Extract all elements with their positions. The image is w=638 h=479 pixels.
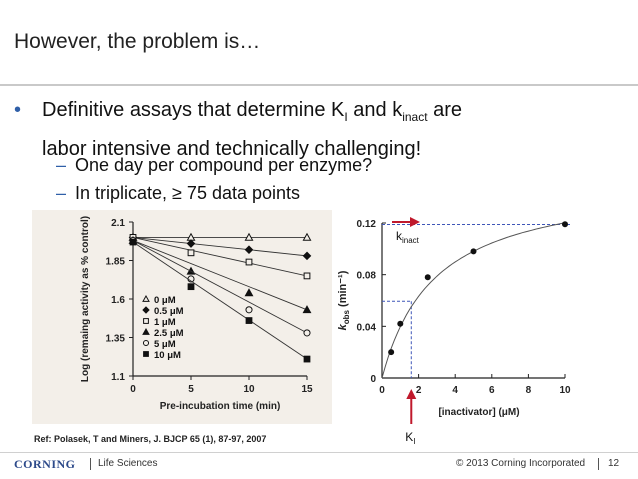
x-tick-label: 2 xyxy=(415,385,422,396)
legend-label: 1 μM xyxy=(154,317,176,328)
data-point xyxy=(397,321,403,327)
legend-label: 10 μM xyxy=(154,350,181,361)
x-axis-title: Pre-incubation time (min) xyxy=(159,401,281,412)
legend-label: 0 μM xyxy=(154,295,176,306)
corning-logo: CORNING xyxy=(14,457,76,471)
legend-marker xyxy=(143,307,149,313)
data-point xyxy=(188,284,194,290)
kinact-label-sub: inact xyxy=(402,236,419,245)
bullet-kinact-subscript: inact xyxy=(402,110,428,124)
legend-marker xyxy=(144,319,149,324)
x-tick-label: 0 xyxy=(130,384,136,395)
legend-marker xyxy=(143,296,149,301)
footer-copyright: © 2013 Corning Incorporated xyxy=(456,458,586,469)
x-tick-label: 8 xyxy=(525,385,532,396)
legend-label: 2.5 μM xyxy=(154,328,184,339)
kinact-label-k: k xyxy=(396,229,402,243)
data-point xyxy=(188,250,194,256)
x-tick-label: 10 xyxy=(243,384,255,395)
legend-marker xyxy=(143,329,149,334)
x-tick-label: 4 xyxy=(452,385,458,396)
data-point xyxy=(130,239,136,245)
legend-marker xyxy=(143,340,148,345)
y-axis-title xyxy=(337,270,351,330)
legend-label: 0.5 μM xyxy=(154,306,184,317)
footer-separator xyxy=(90,458,91,470)
legend-label: 5 μM xyxy=(154,339,176,350)
data-point xyxy=(245,246,252,253)
data-point xyxy=(246,307,252,313)
kinact-label xyxy=(396,229,420,245)
x-tick-label: 10 xyxy=(559,385,571,396)
series-fit-line xyxy=(133,237,307,276)
y-tick-label: 2.1 xyxy=(111,218,125,229)
data-point xyxy=(471,248,477,254)
inactivation-time-course-chart xyxy=(80,216,313,412)
y-tick-label: 0.04 xyxy=(356,322,376,334)
bullet-marker: • xyxy=(14,99,22,121)
data-point xyxy=(425,274,431,280)
y-tick-label: 1.6 xyxy=(111,295,125,306)
y-axis-title-unit: (min⁻¹) xyxy=(337,270,349,311)
subbullet-1-text: One day per compound per enzyme? xyxy=(75,155,373,175)
y-tick-label: 0.08 xyxy=(356,270,376,282)
y-axis-title: Log (remaing activity as % control) xyxy=(80,215,91,383)
y-axis-title-k: k xyxy=(337,324,349,331)
reference-text: Ref: Polasek, T and Miners, J. BJCP 65 (1), 87-97, 2007 xyxy=(34,434,267,444)
data-point xyxy=(304,273,310,279)
y-tick-label: 0 xyxy=(370,374,376,385)
data-point xyxy=(304,330,310,336)
ki-label-sub: I xyxy=(413,437,416,446)
footer-divider xyxy=(0,452,638,453)
footer-separator xyxy=(598,458,599,470)
y-tick-label: 0.12 xyxy=(356,219,376,230)
subbullet-2-text: In triplicate, ≥ 75 data points xyxy=(75,183,301,203)
page-number: 12 xyxy=(608,458,620,469)
bullet-text-part2: and k xyxy=(347,99,403,121)
x-tick-label: 5 xyxy=(188,384,194,395)
bullet-text-part1: Definitive assays that determine K xyxy=(42,99,345,121)
data-point xyxy=(187,240,194,247)
y-tick-label: 1.1 xyxy=(111,372,125,383)
data-point xyxy=(303,306,310,312)
subbullet-dash: – xyxy=(56,155,67,175)
data-point xyxy=(303,252,310,259)
x-tick-label: 15 xyxy=(301,384,313,395)
ki-arrow-head xyxy=(406,389,416,399)
y-axis-title-sub: obs xyxy=(342,310,351,325)
y-tick-label: 1.85 xyxy=(105,256,125,268)
fit-curve xyxy=(382,223,565,378)
data-point xyxy=(388,349,394,355)
bullet-text-part3: are xyxy=(427,99,463,121)
subbullet-dash: – xyxy=(56,183,67,203)
data-point xyxy=(246,259,252,265)
bullet-text-line2: labor intensive and technically challenging! xyxy=(42,138,422,160)
legend-marker xyxy=(144,352,149,357)
ki-label xyxy=(405,430,415,446)
series-fit-line xyxy=(133,237,307,255)
x-tick-label: 6 xyxy=(489,385,495,396)
x-tick-label: 0 xyxy=(379,385,385,396)
footer-division: Life Sciences xyxy=(98,458,158,469)
y-tick-label: 1.35 xyxy=(105,333,125,345)
kobs-vs-inactivator-chart xyxy=(337,217,571,446)
kinact-arrow-head xyxy=(410,217,420,227)
ki-label-k: K xyxy=(405,430,414,444)
data-point xyxy=(562,221,568,227)
data-point xyxy=(304,356,310,362)
data-point xyxy=(245,289,252,295)
bullet-ki-subscript: I xyxy=(344,110,348,124)
x-axis-title: [inactivator] (μM) xyxy=(438,407,520,418)
data-point xyxy=(246,318,252,324)
slide-title: However, the problem is… xyxy=(14,30,261,53)
